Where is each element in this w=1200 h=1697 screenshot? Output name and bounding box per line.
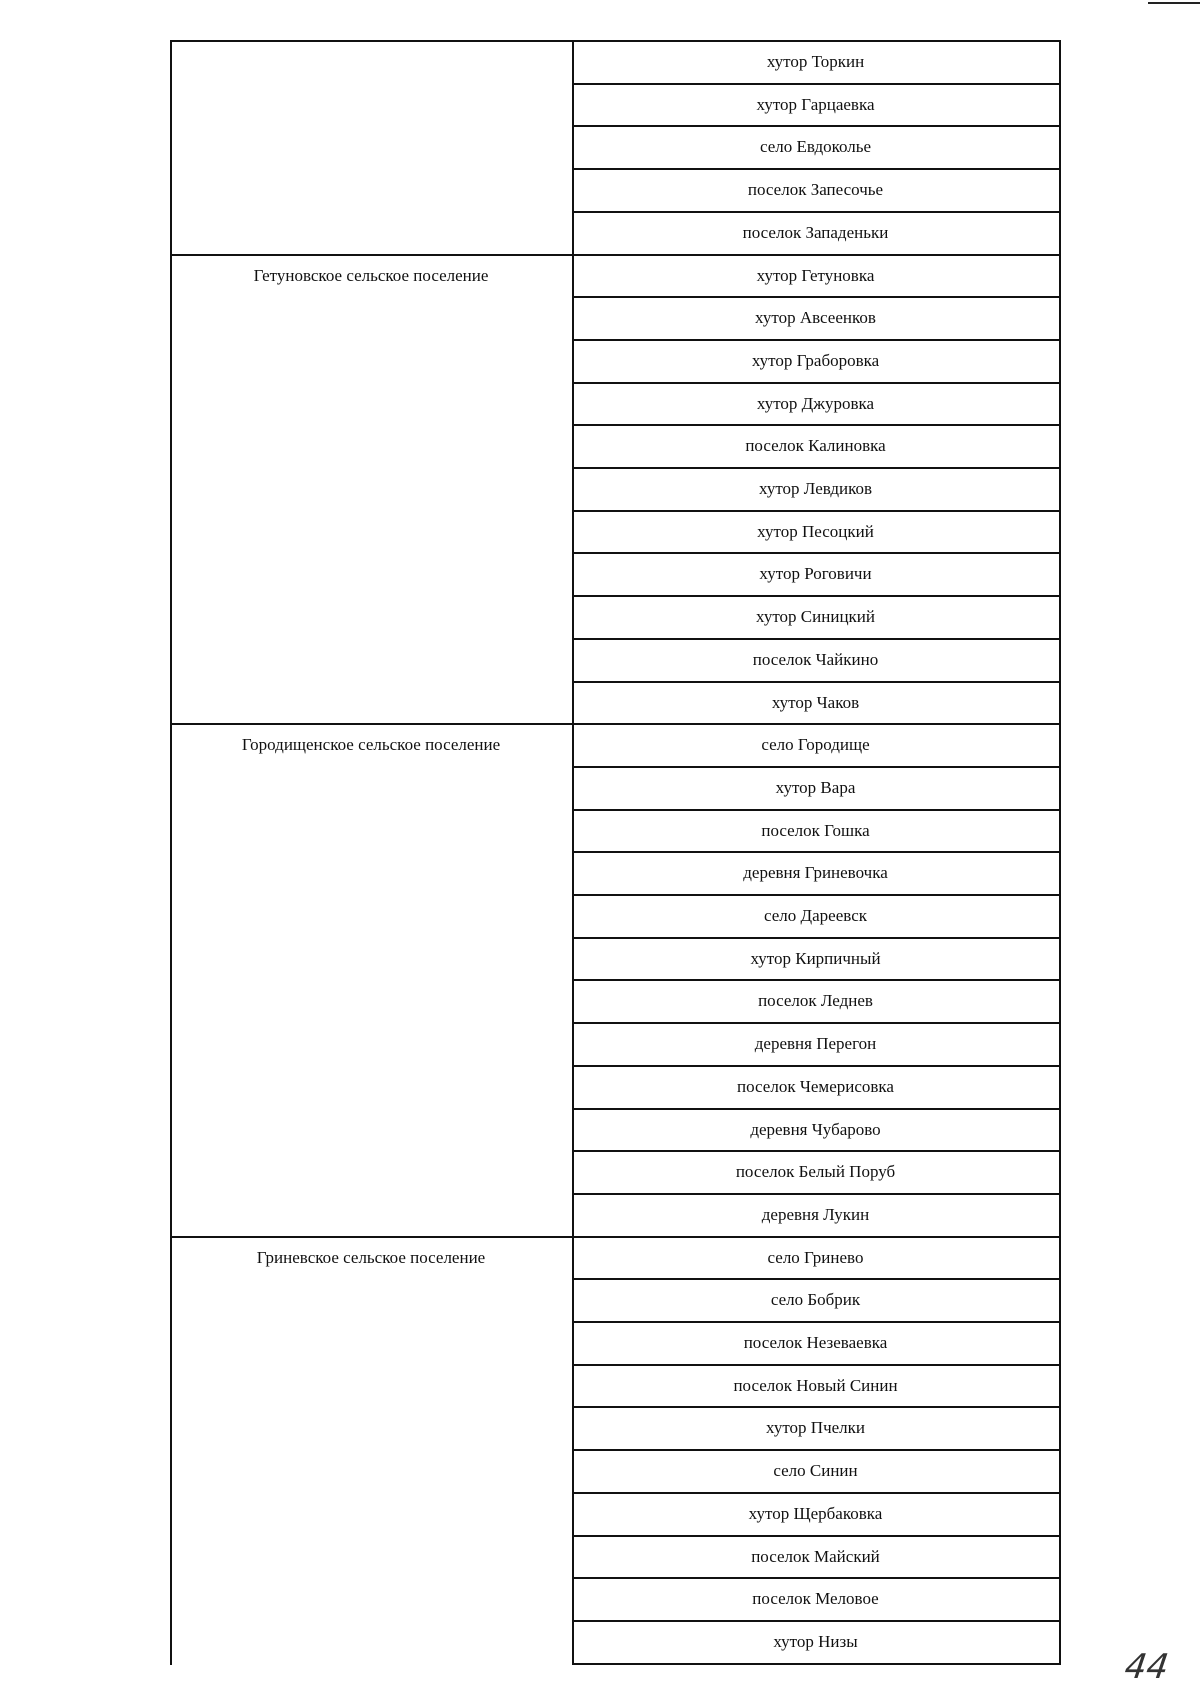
table-left-border xyxy=(170,40,172,1665)
village-cell: хутор Авсеенков xyxy=(755,307,876,327)
settlement-name: Гетуновское сельское поселение xyxy=(253,266,489,285)
village-cell: поселок Чемерисовка xyxy=(737,1076,894,1096)
group-divider xyxy=(170,1236,572,1238)
village-cell: хутор Граборовка xyxy=(751,350,880,370)
village-cell: хутор Роговичи xyxy=(759,563,872,583)
village-cell: деревня Перегон xyxy=(754,1033,877,1053)
village-cell: хутор Левдиков xyxy=(758,478,873,498)
village-cell: поселок Гошка xyxy=(761,820,870,840)
village-cell: поселок Новый Синин xyxy=(733,1375,898,1395)
village-cell: село Бобрик xyxy=(770,1289,861,1309)
village-cell: село Гринево xyxy=(767,1247,864,1267)
village-cell: хутор Гетуновка xyxy=(756,265,875,285)
scan-edge-mark xyxy=(1148,2,1200,4)
village-cell: поселок Западеньки xyxy=(742,222,889,242)
village-cell: хутор Гарцаевка xyxy=(756,94,875,114)
village-cell: хутор Торкин xyxy=(766,51,865,71)
row-divider xyxy=(572,1663,1061,1665)
group-divider xyxy=(170,254,572,256)
settlement-name: Гриневское сельское поселение xyxy=(256,1248,486,1267)
village-cell: деревня Лукин xyxy=(761,1204,870,1224)
settlements-table xyxy=(170,40,1061,1662)
village-cell: деревня Гриневочка xyxy=(743,862,888,882)
village-cell: деревня Чубарово xyxy=(750,1119,881,1139)
village-cell: хутор Синицкий xyxy=(756,606,875,626)
village-cell: хутор Вара xyxy=(775,777,856,797)
village-cell: поселок Незеваевка xyxy=(743,1332,888,1352)
village-cell: поселок Чайкино xyxy=(752,649,879,669)
settlement-name: Городищенское сельское поселение xyxy=(241,735,501,754)
village-cell: поселок Леднев xyxy=(758,990,873,1010)
table-right-border xyxy=(1059,40,1061,1665)
village-cell: село Дареевск xyxy=(764,905,867,925)
village-cell: село Евдоколье xyxy=(759,136,872,156)
village-cell: хутор Низы xyxy=(773,1631,858,1651)
village-cell: хутор Кирпичный xyxy=(750,948,881,968)
village-cell: поселок Меловое xyxy=(752,1588,879,1608)
village-cell: хутор Пчелки xyxy=(765,1417,866,1437)
village-cell: хутор Чаков xyxy=(771,692,860,712)
village-cell: поселок Запесочье xyxy=(747,179,884,199)
village-cell: хутор Джуровка xyxy=(756,393,875,413)
village-cell: поселок Калиновка xyxy=(745,435,886,455)
group-divider xyxy=(170,723,572,725)
village-cell: хутор Песоцкий xyxy=(757,521,874,541)
village-cell: хутор Щербаковка xyxy=(748,1503,883,1523)
village-cell: село Городище xyxy=(761,734,870,754)
column-divider xyxy=(572,40,574,1665)
village-cell: село Синин xyxy=(773,1460,858,1480)
village-cell: поселок Майский xyxy=(751,1546,880,1566)
page-number: 44 xyxy=(1121,1647,1171,1687)
village-cell: поселок Белый Поруб xyxy=(735,1161,896,1181)
